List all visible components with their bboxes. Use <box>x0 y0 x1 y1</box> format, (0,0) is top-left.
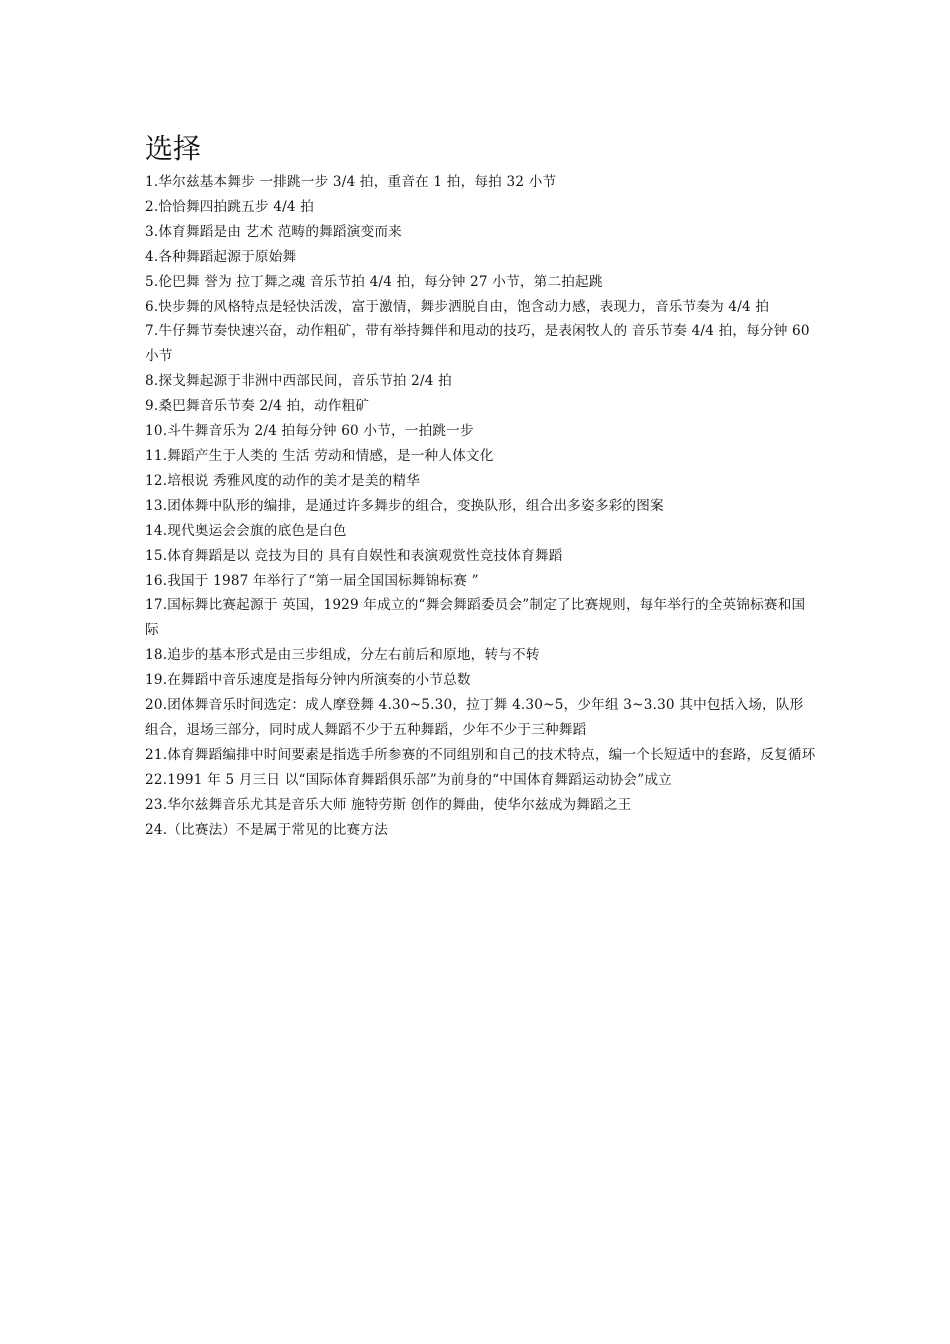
document-title: 选择 <box>145 132 202 165</box>
list-item: 3.体育舞蹈是由 艺术 范畴的舞蹈演变而来 <box>145 223 402 240</box>
list-item: 8.探戈舞起源于非洲中西部民间，音乐节拍 2/4 拍 <box>145 373 452 390</box>
list-item: 11.舞蹈产生于人类的 生活 劳动和情感，是一种人体文化 <box>145 447 494 464</box>
list-item: 12.培根说 秀雅风度的动作的美才是美的精华 <box>145 472 421 489</box>
list-item: 20.团体舞音乐时间选定：成人摩登舞 4.30~5.30，拉丁舞 4.30~5，少年组 3~3.30 其中包括入场，队形组合，退场三部分，同时成人舞蹈不少于五种舞蹈，少年不少于三种舞蹈 <box>145 697 804 738</box>
list-item: 1.华尔兹基本舞步 一排跳一步 3/4 拍，重音在 1 拍，每拍 32 小节 <box>145 174 557 190</box>
list-item: 5.伦巴舞 誉为 拉丁舞之魂 音乐节拍 4/4 拍，每分钟 27 小节，第二拍起跳 <box>145 273 603 290</box>
list-item: 4.各种舞蹈起源于原始舞 <box>145 248 297 265</box>
list-item: 23.华尔兹舞音乐尤其是音乐大师 施特劳斯 创作的舞曲，使华尔兹成为舞蹈之王 <box>145 796 632 813</box>
list-item: 7.牛仔舞节奏快速兴奋，动作粗矿，带有举持舞伴和甩动的技巧，是表闲牧人的 音乐节奏 4/4 拍，每分钟 60 小节 <box>145 323 810 365</box>
list-item: 6.快步舞的风格特点是轻快活泼，富于激情，舞步洒脱自由，饱含动力感，表现力，音乐节奏为 4/4 拍 <box>145 298 770 315</box>
list-item: 2.恰恰舞四拍跳五步 4/4 拍 <box>145 198 315 215</box>
question-list <box>145 170 817 842</box>
list-item: 9.桑巴舞音乐节奏 2/4 拍，动作粗矿 <box>145 398 370 415</box>
document-body <box>145 128 817 842</box>
list-item: 17.国标舞比赛起源于 英国，1929 年成立的“舞会舞蹈委员会”制定了比赛规则，每年举行的全英锦标赛和国际 <box>145 597 806 639</box>
list-item: 19.在舞蹈中音乐速度是指每分钟内所演奏的小节总数 <box>145 672 471 689</box>
list-item: 22.1991 年 5 月三日 以“国际体育舞蹈俱乐部”为前身的“中国体育舞蹈运动协会”成立 <box>145 771 672 788</box>
list-item: 14.现代奥运会会旗的底色是白色 <box>145 522 347 539</box>
list-item: 18.追步的基本形式是由三步组成，分左右前后和原地，转与不转 <box>145 647 540 664</box>
list-item: 16.我国于 1987 年举行了“第一届全国国标舞锦标赛 ” <box>145 572 479 589</box>
list-item: 15.体育舞蹈是以 竞技为目的 具有自娱性和表演观赏性竞技体育舞蹈 <box>145 547 563 564</box>
list-item: 24.（比赛法）不是属于常见的比赛方法 <box>145 821 388 838</box>
list-item: 10.斗牛舞音乐为 2/4 拍每分钟 60 小节，一拍跳一步 <box>145 423 474 440</box>
list-item: 13.团体舞中队形的编排，是通过许多舞步的组合，变换队形，组合出多姿多彩的图案 <box>145 497 664 514</box>
list-item: 21.体育舞蹈编排中时间要素是指选手所参赛的不同组别和自己的技术特点，编一个长短适中的套路，反复循环 <box>145 746 816 763</box>
